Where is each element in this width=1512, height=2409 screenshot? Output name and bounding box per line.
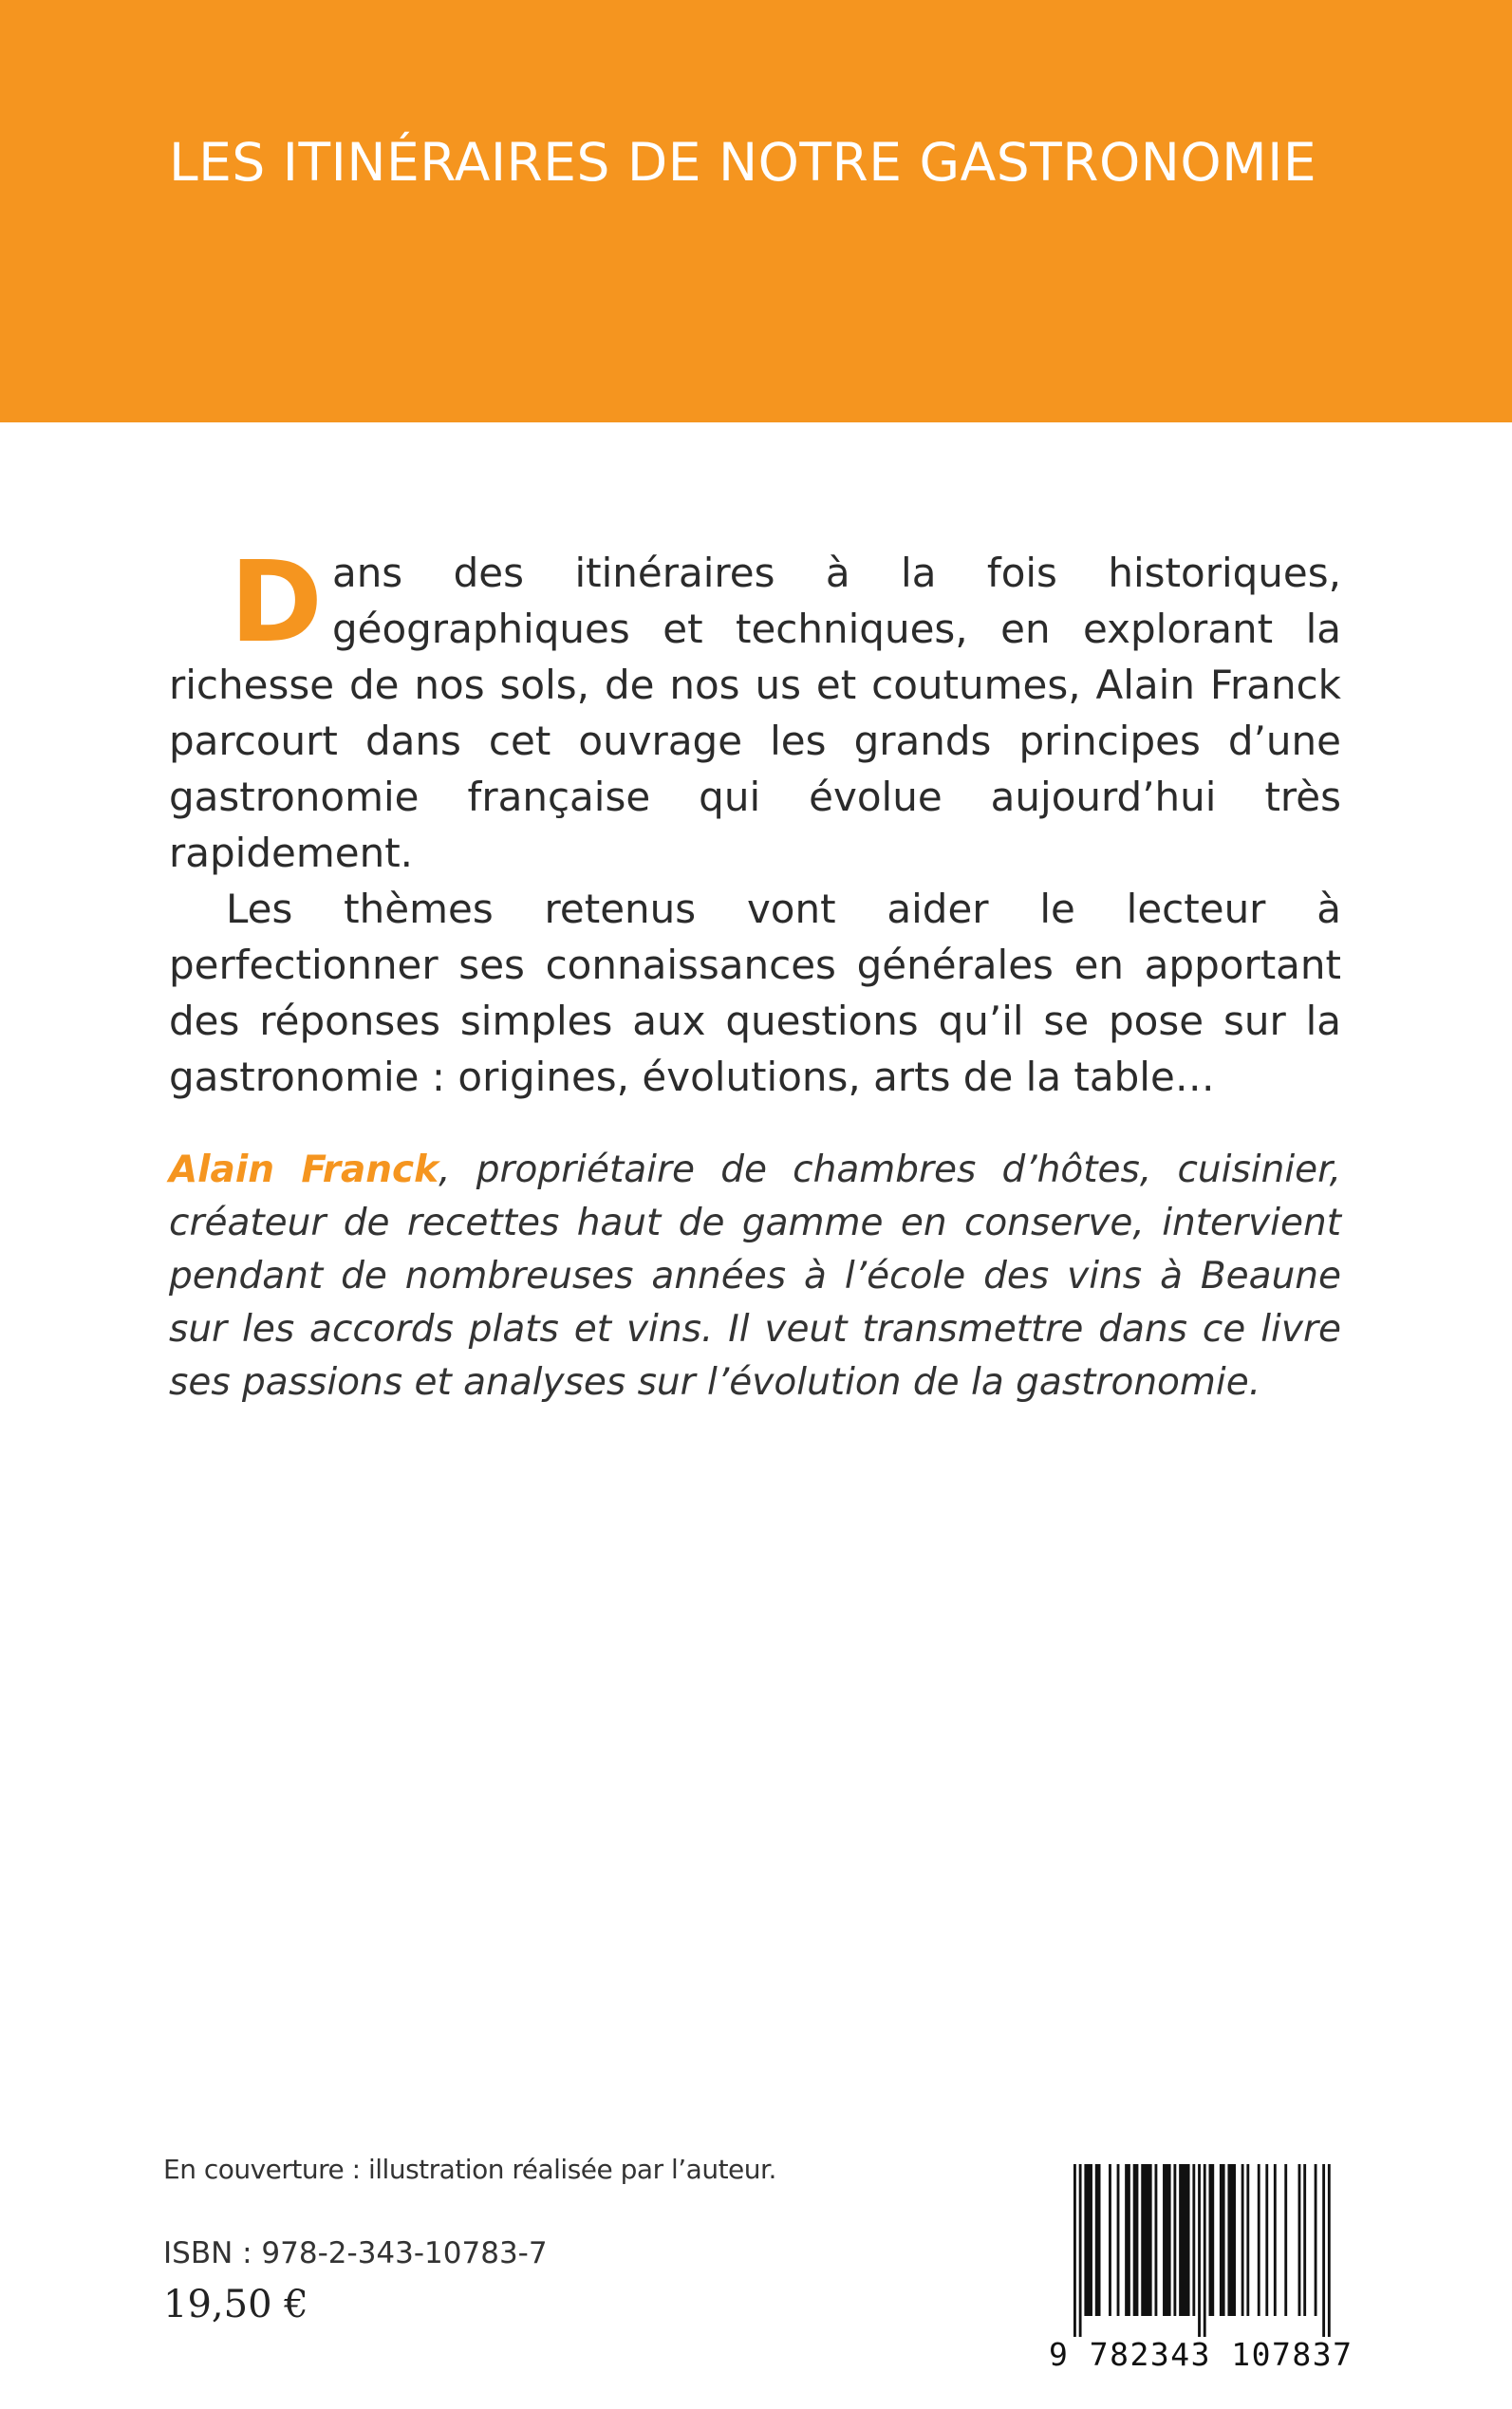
barcode-bar bbox=[1095, 2164, 1101, 2316]
price: 19,50 € bbox=[163, 2283, 308, 2326]
barcode-bar bbox=[1328, 2164, 1331, 2337]
summary-paragraph-2: Les thèmes retenus vont aider le lecteur à perfectionner ses connaissances générales en apportant des réponses simples aux questions qu’il se pose sur la gastronomie : origines, évolutions, arts de la table… bbox=[169, 886, 1341, 1100]
barcode-bar bbox=[1298, 2164, 1301, 2316]
barcode-bar bbox=[1163, 2164, 1171, 2316]
summary-paragraph-1 bbox=[169, 536, 1341, 881]
barcode-bar bbox=[1198, 2164, 1201, 2337]
barcode-bar bbox=[1246, 2164, 1249, 2316]
barcode-bar bbox=[1303, 2164, 1306, 2316]
author-bio bbox=[169, 1144, 1341, 1410]
barcode-bar bbox=[1173, 2164, 1176, 2316]
drop-cap: D bbox=[230, 536, 323, 667]
barcode-bar bbox=[1084, 2164, 1092, 2316]
barcode-bar bbox=[1220, 2164, 1225, 2316]
series-title: LES ITINÉRAIRES DE NOTRE GASTRONOMIE bbox=[169, 132, 1317, 193]
barcode-bar bbox=[1315, 2164, 1317, 2316]
barcode-bar bbox=[1133, 2164, 1139, 2316]
author-bio-text: , propriétaire de chambres d’hôtes, cuisinier, créateur de recettes haut de gamme en conserve, intervient pendant de nombreuses années à l’école des vins à Beaune sur les accords plats et vins. Il veut transmettre dans ce livre ses passions et analyses sur l’évolution de la gastronomie. bbox=[169, 1148, 1341, 1404]
isbn: ISBN : 978-2-343-10783-7 bbox=[163, 2236, 548, 2270]
barcode-digits: 9 782343 107837 bbox=[1049, 2336, 1353, 2373]
barcode-bar bbox=[1204, 2164, 1206, 2337]
barcode-bar bbox=[1322, 2164, 1325, 2337]
barcode-bar bbox=[1109, 2164, 1111, 2316]
barcode-bar bbox=[1241, 2164, 1244, 2316]
barcode-bar bbox=[1117, 2164, 1120, 2316]
author-name: Alain Franck bbox=[169, 1148, 439, 1191]
barcode-bar bbox=[1179, 2164, 1189, 2316]
summary-paragraph-1-text: ans des itinéraires à la fois historiques, géographiques et techniques, en explorant la richesse de nos sols, de nos us et coutumes, Alain Franck parcourt dans cet ouvrage les grands principes d’une gastronomie française qui évolue aujourd’hui très rapidement. bbox=[169, 550, 1341, 876]
barcode-bar bbox=[1209, 2164, 1215, 2316]
barcode-bar bbox=[1073, 2164, 1076, 2337]
barcode-bar bbox=[1155, 2164, 1158, 2316]
barcode-bar bbox=[1227, 2164, 1236, 2316]
header-band bbox=[0, 0, 1512, 422]
barcode-bar bbox=[1258, 2164, 1260, 2316]
barcode-bars bbox=[1049, 2164, 1345, 2341]
barcode-bar bbox=[1192, 2164, 1195, 2316]
barcode bbox=[1049, 2164, 1353, 2373]
barcode-bar bbox=[1079, 2164, 1082, 2337]
barcode-bar bbox=[1274, 2164, 1277, 2316]
book-summary bbox=[169, 536, 1341, 1105]
barcode-bar bbox=[1284, 2164, 1287, 2316]
barcode-bar bbox=[1265, 2164, 1268, 2316]
barcode-bar bbox=[1125, 2164, 1130, 2316]
barcode-bar bbox=[1141, 2164, 1151, 2316]
cover-credit: En couverture : illustration réalisée par l’auteur. bbox=[163, 2154, 776, 2185]
